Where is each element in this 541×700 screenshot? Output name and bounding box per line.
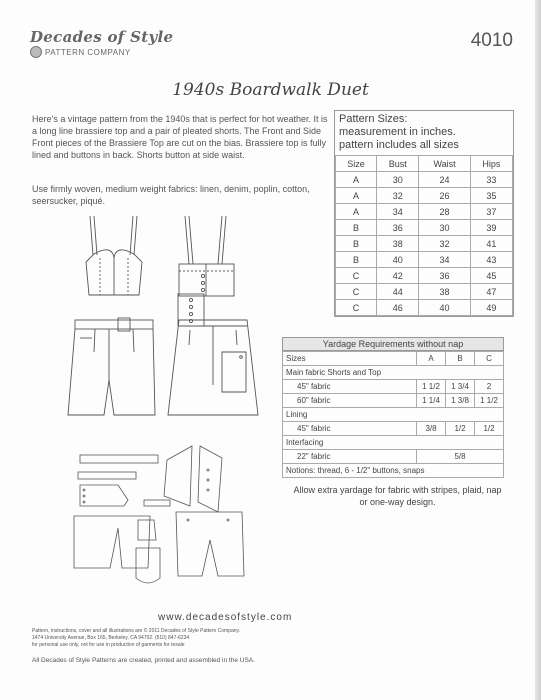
description: Here’s a vintage pattern from the 1940s that is perfect for hot weather. It is a long line brassiere top and a pair of pleated shorts. The Front and Side Front pieces of the Brassiere Top are cut on the bias. Brassiere top is fully lined and buttons in back. Shorts button at side waist.	[32, 114, 328, 160]
table-row: Sizes A B C	[283, 352, 504, 366]
bra-top-front-drawing	[86, 216, 142, 295]
table-row: B 38 32 41	[336, 236, 513, 252]
fine-print: Pattern, instructions, cover and all illustrations are © 2011 Decades of Style Pattern Company. 1474 University Avenue, Box 165, Berkeley, CA 94702. (510) 847-6234 for personal use only, not for use in production of garments for resale	[32, 628, 241, 648]
table-row: Interfacing	[283, 436, 504, 450]
table-row: A 34 28 37	[336, 204, 513, 220]
table-row: 22" fabric 5/8	[283, 450, 504, 464]
website-link[interactable]: www.decadesofstyle.com	[158, 612, 293, 623]
table-row: Lining	[283, 408, 504, 422]
fabric-recommendation: Use firmly woven, medium weight fabrics: linen, denim, poplin, cotton, seersucker, piqué.	[32, 184, 310, 206]
page-title: 1940s Boardwalk Duet	[172, 80, 369, 100]
table-row: 60" fabric 1 1/4 1 3/8 1 1/2	[283, 394, 504, 408]
shorts-front-drawing	[68, 318, 155, 415]
table-row: B 40 34 43	[336, 252, 513, 268]
brand-company: PATTERN COMPANY	[45, 47, 131, 57]
sizes-heading: Pattern Sizes: measurement in inches. pattern includes all sizes	[339, 113, 459, 151]
table-row: A 30 24 33	[336, 172, 513, 188]
table-row: 45" fabric 1 1/2 1 3/4 2	[283, 380, 504, 394]
table-row: A 32 26 35	[336, 188, 513, 204]
table-header-row: Size Bust Waist Hips	[336, 156, 513, 172]
yardage-note: Allow extra yardage for fabric with stripes, plaid, nap or one-way design.	[293, 485, 502, 507]
table-row: B 36 30 39	[336, 220, 513, 236]
table-row: C 46 40 49	[336, 300, 513, 316]
bra-top-back-drawing	[178, 216, 234, 326]
brand-name: Decades of Style	[30, 28, 174, 46]
table-row: 45" fabric 3/8 1/2 1/2	[283, 422, 504, 436]
pattern-number: 4010	[470, 30, 513, 51]
table-row: Main fabric Shorts and Top	[283, 366, 504, 380]
pattern-pieces-drawing	[74, 446, 244, 583]
yardage-heading: Yardage Requirements without nap	[282, 337, 504, 351]
table-row: Notions: thread, 6 - 1/2" buttons, snaps	[283, 464, 504, 478]
shorts-back-drawing	[168, 320, 258, 415]
made-in-usa-note: All Decades of Style Patterns are created, printed and assembled in the USA.	[32, 657, 255, 664]
table-row: C 42 36 45	[336, 268, 513, 284]
table-row: C 44 38 47	[336, 284, 513, 300]
